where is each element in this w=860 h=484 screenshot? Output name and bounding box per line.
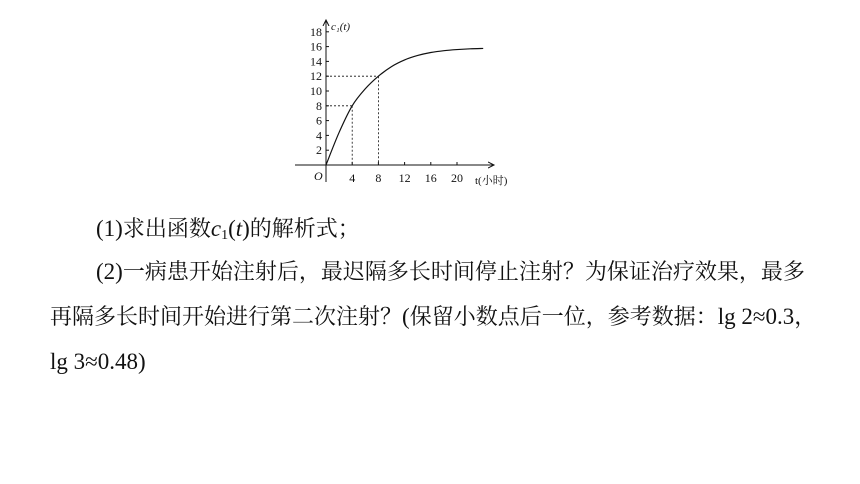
q2-text-main: 一病患开始注射后，最迟隔多长时间停止注射？为保证治疗效果，最多再隔多长时间开始进行第二次注射？ — [50, 260, 805, 330]
y-tick-label: 10 — [310, 84, 322, 98]
func-open-paren: ( — [228, 216, 236, 241]
y-tick-label: 8 — [316, 98, 322, 113]
x-axis-label: t(小时) — [475, 175, 508, 187]
y-tick-label: 6 — [316, 113, 322, 128]
reference-lines — [326, 76, 378, 165]
q1-text-before: 求出函数 — [122, 217, 211, 242]
x-tick-label: 8 — [375, 171, 382, 185]
q2-ref-sep: ， — [794, 305, 817, 330]
q2-ref-open: ( — [402, 304, 410, 329]
x-tick-label: 20 — [451, 171, 463, 185]
q2-ref-text: 保留小数点后一位，参考数据： — [409, 305, 718, 330]
q2-ref-lg3: lg 3≈0.48 — [50, 349, 139, 374]
concentration-curve — [326, 48, 483, 165]
y-tick-label: 12 — [310, 69, 322, 84]
y-axis-label: c₁(t) — [331, 21, 351, 33]
q1-number: (1) — [96, 216, 123, 241]
concentration-chart — [0, 0, 860, 200]
x-tick-label: 12 — [398, 171, 411, 185]
q1-text-after: 的解析式； — [249, 217, 360, 242]
func-variable: t — [235, 216, 243, 241]
y-tick-label: 2 — [316, 143, 322, 158]
q2-number: (2) — [96, 259, 123, 284]
origin-label: O — [314, 169, 323, 183]
q1-function — [211, 216, 250, 241]
question-2 — [50, 250, 820, 385]
q2-ref-lg2: lg 2≈0.3 — [717, 304, 795, 329]
func-close-paren: ) — [242, 216, 250, 241]
tick-labels — [310, 25, 463, 185]
y-tick-label: 14 — [310, 54, 322, 69]
y-tick-label: 18 — [310, 24, 322, 39]
func-name: c — [210, 216, 222, 241]
y-tick-label: 4 — [316, 128, 322, 143]
func-subscript: 1 — [221, 228, 229, 243]
y-tick-label: 16 — [310, 39, 322, 54]
x-tick-label: 4 — [349, 171, 356, 185]
q2-ref-close: ) — [138, 349, 146, 374]
x-tick-label: 16 — [424, 171, 437, 185]
